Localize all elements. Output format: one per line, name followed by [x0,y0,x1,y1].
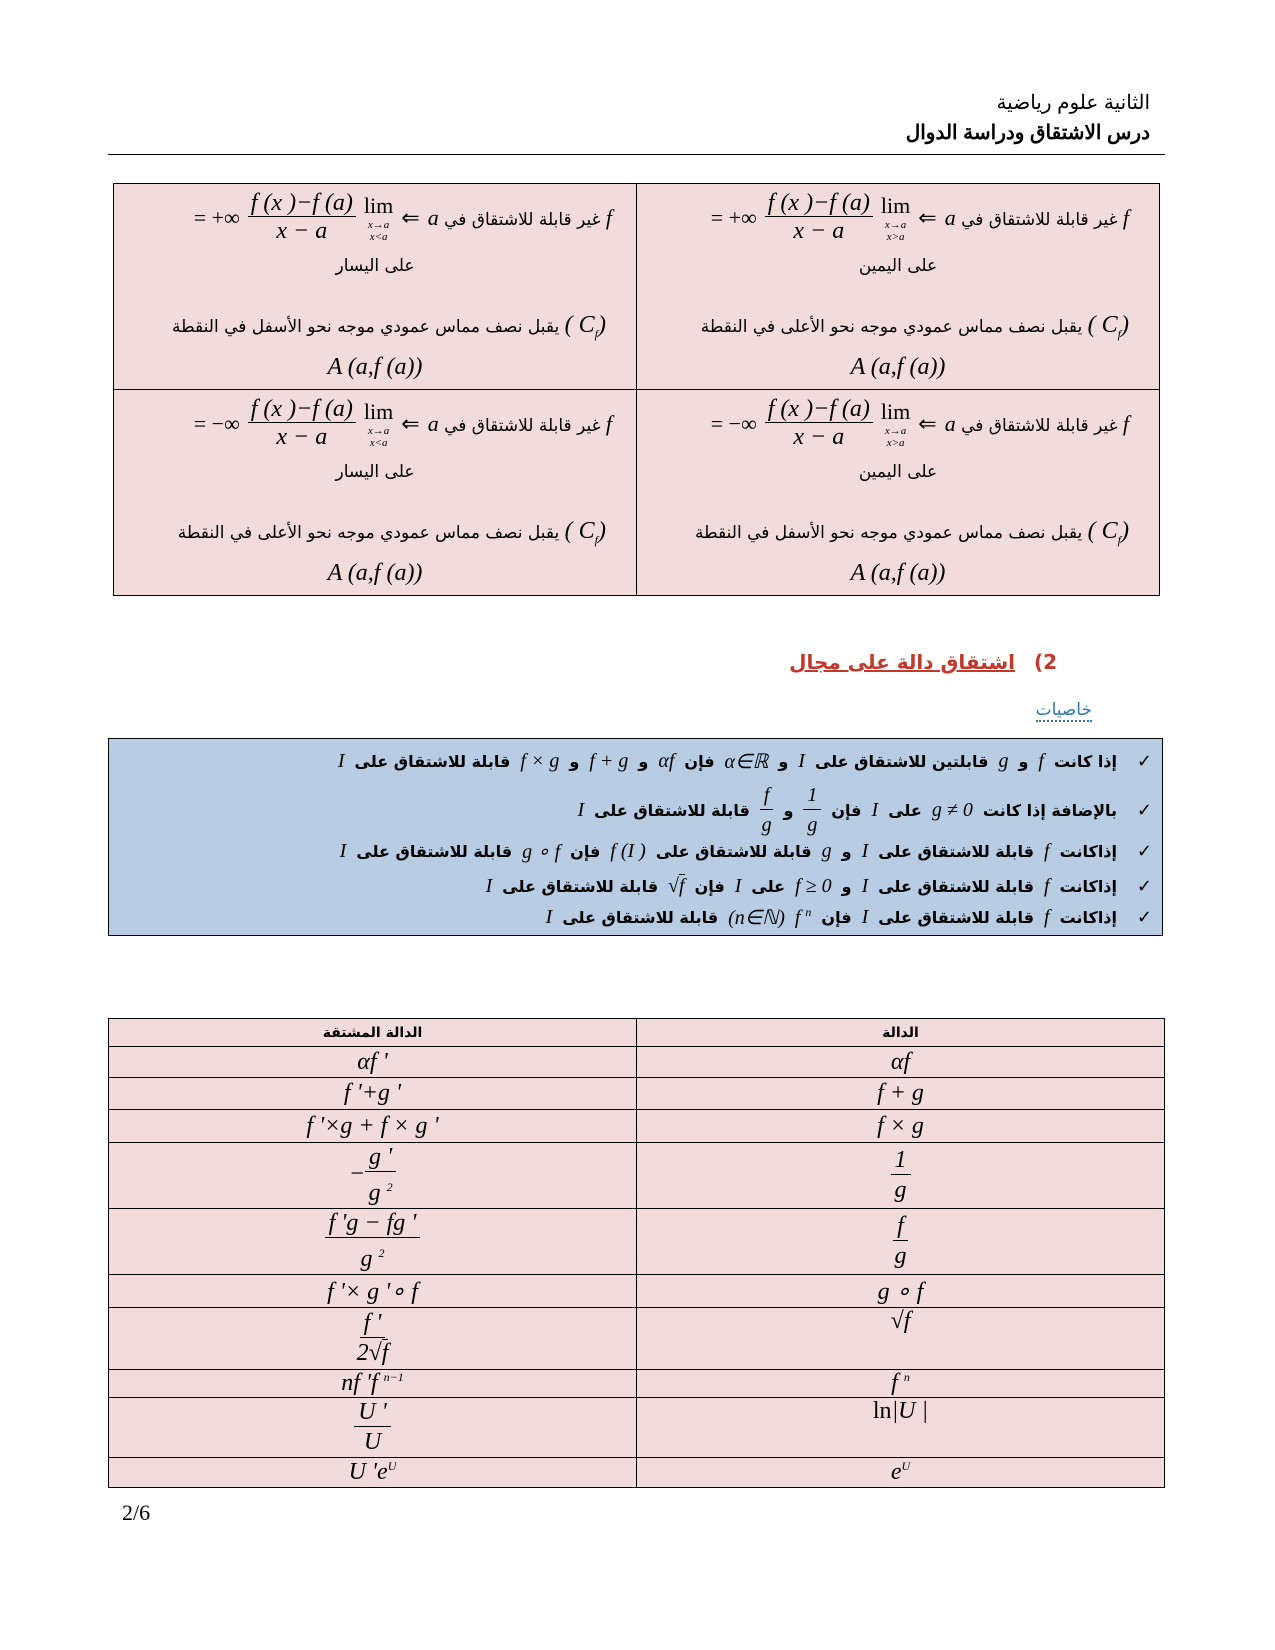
derivatives-table [108,1018,1165,1488]
check-icon: ✓ [1136,841,1152,862]
side-label: على اليمين [858,462,938,482]
property-4: ✓ إذاكانت f قابلة للاشتقاق على I و f ≥ 0 على I فإن √f قابلة للاشتقاق على I [485,875,1152,897]
check-icon: ✓ [1136,800,1152,821]
derivative-cell: − $\frac{g '}{g ^2}$ [109,1143,637,1209]
header-class: الثانية علوم رياضية [996,92,1150,114]
function-cell: f + g [637,1078,1165,1110]
point-label: A (a,f (a)) [327,560,423,586]
col-derivative-header: الدالة المشتقة [109,1019,637,1047]
derivative-cell: f '+g ' [109,1078,637,1110]
derivative-cell: f '× g '∘ f [109,1275,637,1308]
limit-cell-left-top: a غير قابلة للاشتقاق في f ⇐ lim x→a x<a $\frac{f (x )-f (a)}{x - a}$ = +∞ على اليسار ($C_f$ ) يقبل نصف مماس عمودي موجه نحو الأسفل في النقطة A (a,f (a)) [114,184,637,390]
property-3: ✓ إذاكانت f قابلة للاشتقاق على I و g قابلة للاشتقاق على f (I ) فإن g ∘ f قابلة للاشتقاق على I [339,840,1152,863]
function-cell: $\frac{f}{g}$ [637,1209,1165,1275]
side-label: على اليمين [858,256,938,276]
header [100,88,1150,148]
function-cell: ln|U | [637,1398,1165,1458]
function-cell: f × g [637,1110,1165,1143]
derivative-cell: αf ' [109,1047,637,1078]
derivative-cell: $\frac{f 'g - fg '}{g ^2}$ [109,1209,637,1275]
header-rule [108,154,1165,155]
property-5: ✓ إذاكانت f قابلة للاشتقاق على I فإن f $^n$ (n∈ℕ) قابلة للاشتقاق على I [545,905,1152,929]
function-cell: f $^n$ [637,1370,1165,1398]
derivative-cell: $\frac{U '}{U}$ [109,1398,637,1458]
section-heading: 2) اشتقاق دالة على مجال [789,650,1057,674]
derivative-cell: nf 'f $^{n-1}$ [109,1370,637,1398]
limit-cell-left-bottom: a غير قابلة للاشتقاق في f ⇐ lim x→a x<a $\frac{f (x )-f (a)}{x - a}$ = −∞ على اليسار ($C_f$ ) يقبل نصف مماس عمودي موجه نحو الأعلى في النقطة A (a,f (a)) [114,390,637,596]
function-cell: √f [637,1308,1165,1370]
point-label: A (a,f (a)) [850,560,946,586]
function-cell: αf [637,1047,1165,1078]
limits-table [113,183,1160,596]
function-cell: $\frac{1}{g}$ [637,1143,1165,1209]
function-cell: $e^U$ [637,1458,1165,1488]
side-label: على اليسار [335,256,415,276]
derivative-cell: f '×g + f × g ' [109,1110,637,1143]
point-label: A (a,f (a)) [327,354,423,380]
tangent-text: ($C_f$ ) يقبل نصف مماس عمودي موجه نحو الأسفل في النقطة [171,312,606,341]
derivative-cell: $\frac{f '}{2√f}$ [109,1308,637,1370]
check-icon: ✓ [1136,751,1152,772]
derivative-cell: U '$e^U$ [109,1458,637,1488]
check-icon: ✓ [1136,907,1152,928]
check-icon: ✓ [1136,876,1152,897]
tangent-text: ($C_f$ ) يقبل نصف مماس عمودي موجه نحو الأسفل في النقطة [694,518,1129,547]
side-label: على اليسار [335,462,415,482]
col-function-header: الدالة [637,1019,1165,1047]
properties-box [108,738,1163,936]
function-cell: g ∘ f [637,1275,1165,1308]
limit-cell-right-bottom: a غير قابلة للاشتقاق في f ⇐ lim x→a x>a $\frac{f (x )-f (a)}{x - a}$ = −∞ على اليمين ($C_f$ ) يقبل نصف مماس عمودي موجه نحو الأسفل في النقطة A (a,f (a)) [637,390,1160,596]
point-label: A (a,f (a)) [850,354,946,380]
tangent-text: ($C_f$ ) يقبل نصف مماس عمودي موجه نحو الأعلى في النقطة [177,518,606,547]
page-number: 2/6 [122,1500,151,1525]
limit-cell-right-top: a غير قابلة للاشتقاق في f ⇐ lim x→a x>a $\frac{f (x )-f (a)}{x - a}$ = +∞ على اليمين ($C_f$ ) يقبل نصف مماس عمودي موجه نحو الأعلى في النقطة A (a,f (a)) [637,184,1160,390]
properties-title: خاصيات [1035,700,1092,720]
property-1: ✓ إذا كانت f و g قابلتين للاشتقاق على I و α∈ℝ فإن αf و f + g و f × g قابلة للاشتقاق على I [337,750,1152,773]
header-lesson-title: درس الاشتقاق ودراسة الدوال [905,122,1150,144]
tangent-text: ($C_f$ ) يقبل نصف مماس عمودي موجه نحو الأعلى في النقطة [700,312,1129,341]
property-2: ✓ بالإضافة إذا كانت g ≠ 0 على I فإن 1 g و f g قابلة للاشتقاق على I [577,781,1117,840]
